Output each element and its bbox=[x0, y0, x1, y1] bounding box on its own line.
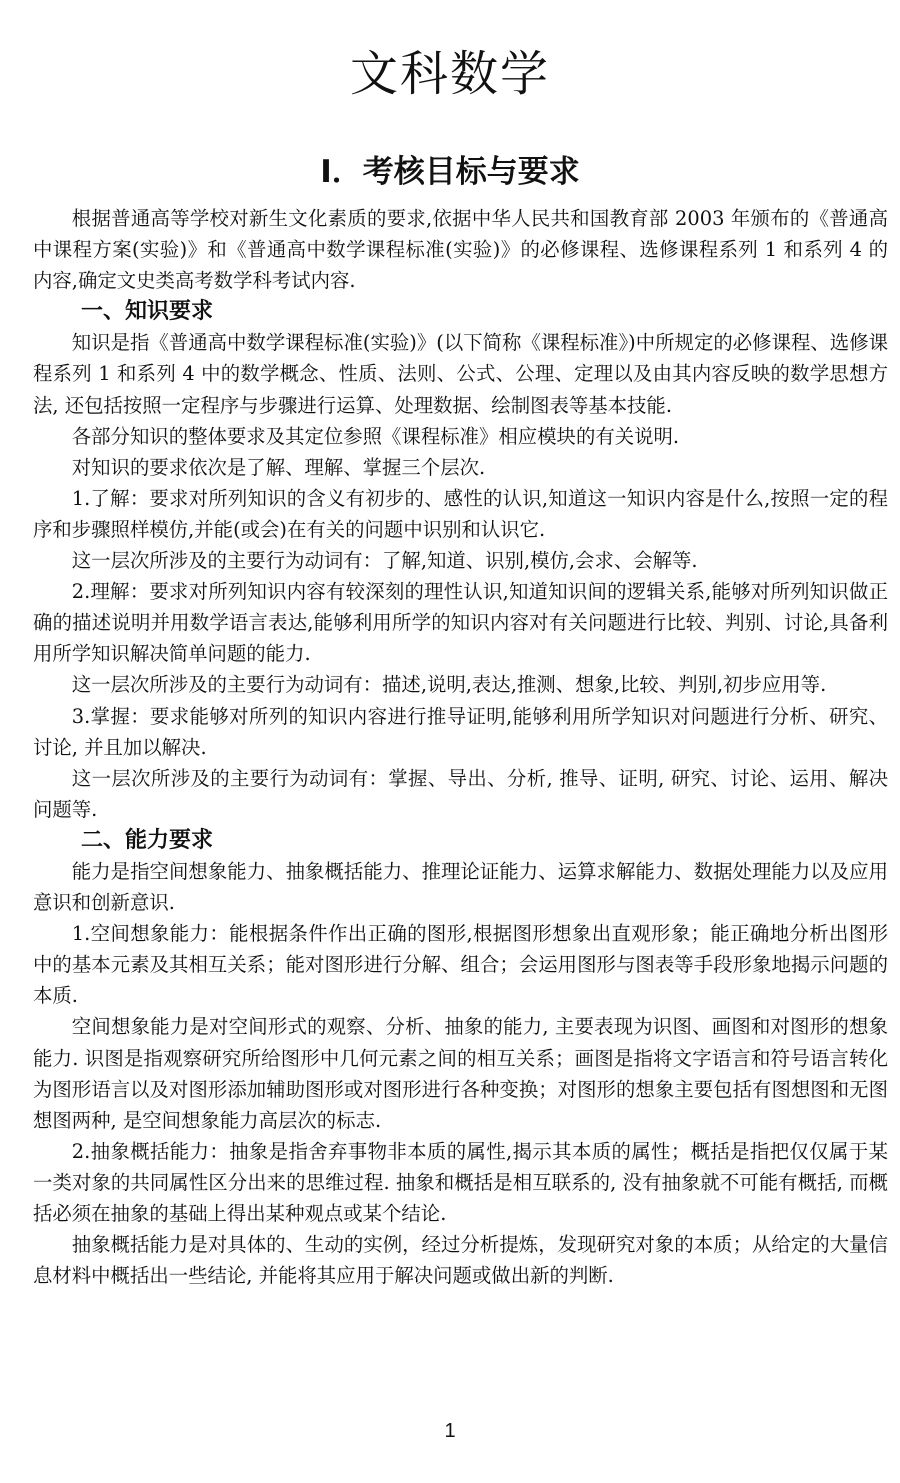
paragraph: 2.理解：要求对所列知识内容有较深刻的理性认识,知道知识间的逻辑关系,能够对所列知识做正确的描述说明并用数学语言表达,能够利用所学的知识内容对有关问题进行比较、判别、讨论,具备利用所学知识解决简单问题的能力. bbox=[33, 580, 888, 666]
paragraph: 1.了解：要求对所列知识的含义有初步的、感性的认识,知道这一知识内容是什么,按照一定的程序和步骤照样模仿,并能(或会)在有关的问题中识别和认识它. bbox=[33, 486, 888, 541]
subsection-heading: 二、能力要求 bbox=[81, 827, 214, 853]
paragraph: 这一层次所涉及的主要行为动词有：掌握、导出、分析, 推导、证明, 研究、讨论、运用、解决问题等. bbox=[33, 766, 888, 821]
paragraph: 根据普通高等学校对新生文化素质的要求,依据中华人民共和国教育部 2003 年颁布的《普通高中课程方案(实验)》和《普通高中数学课程标准(实验)》的必修课程、选修课程系列 1 和系列 4 的内容,确定文史类高考数学科考试内容. bbox=[33, 207, 888, 293]
page-number: 1 bbox=[444, 1420, 456, 1442]
paragraph: 这一层次所涉及的主要行为动词有：描述,说明,表达,推测、想象,比较、判别,初步应用等. bbox=[71, 673, 827, 697]
paragraph: 各部分知识的整体要求及其定位参照《课程标准》相应模块的有关说明. bbox=[71, 424, 680, 448]
section-title: Ⅰ．考核目标与要求 bbox=[320, 153, 580, 190]
paragraph: 2.抽象概括能力：抽象是指舍弃事物非本质的属性,揭示其本质的属性；概括是指把仅仅属于某一类对象的共同属性区分出来的思维过程. 抽象和概括是相互联系的, 没有抽象就不可能有概括, 而概括必须在抽象的基础上得出某种观点或某个结论. bbox=[33, 1139, 888, 1225]
paragraph: 知识是指《普通高中数学课程标准(实验)》(以下简称《课程标准》)中所规定的必修课程、选修课程系列 1 和系列 4 中的数学概念、性质、法则、公式、公理、定理以及由其内容反映的数学思想方法, 还包括按照一定程序与步骤进行运算、处理数据、绘制图表等基本技能. bbox=[33, 331, 888, 417]
paragraph: 这一层次所涉及的主要行为动词有：了解,知道、识别,模仿,会求、会解等. bbox=[71, 549, 698, 573]
document-title: 文科数学 bbox=[349, 46, 550, 103]
paragraph: 对知识的要求依次是了解、理解、掌握三个层次. bbox=[71, 455, 486, 479]
paragraph: 3.掌握：要求能够对所列的知识内容进行推导证明,能够利用所学知识对问题进行分析、研究、讨论, 并且加以解决. bbox=[33, 704, 888, 759]
document-body bbox=[33, 203, 888, 1291]
paragraph: 1.空间想象能力：能根据条件作出正确的图形,根据图形想象出直观形象；能正确地分析出图形中的基本元素及其相互关系；能对图形进行分解、组合；会运用图形与图表等手段形象地揭示问题的本质. bbox=[33, 922, 888, 1008]
paragraph: 能力是指空间想象能力、抽象概括能力、推理论证能力、运算求解能力、数据处理能力以及应用意识和创新意识. bbox=[33, 859, 888, 915]
subsection-heading: 一、知识要求 bbox=[81, 299, 214, 325]
paragraph: 抽象概括能力是对具体的、生动的实例，经过分析提炼，发现研究对象的本质；从给定的大量信息材料中概括出一些结论, 并能将其应用于解决问题或做出新的判断. bbox=[33, 1233, 888, 1288]
paragraph: 空间想象能力是对空间形式的观察、分析、抽象的能力, 主要表现为识图、画图和对图形的想象能力. 识图是指观察研究所给图形中几何元素之间的相互关系；画图是指将文字语言和符号语言转化为图形语言以及对图形添加辅助图形或对图形进行各种变换；对图形的想象主要包括有图想图和无图想图两种, 是空间想象能力高层次的标志. bbox=[33, 1015, 888, 1132]
